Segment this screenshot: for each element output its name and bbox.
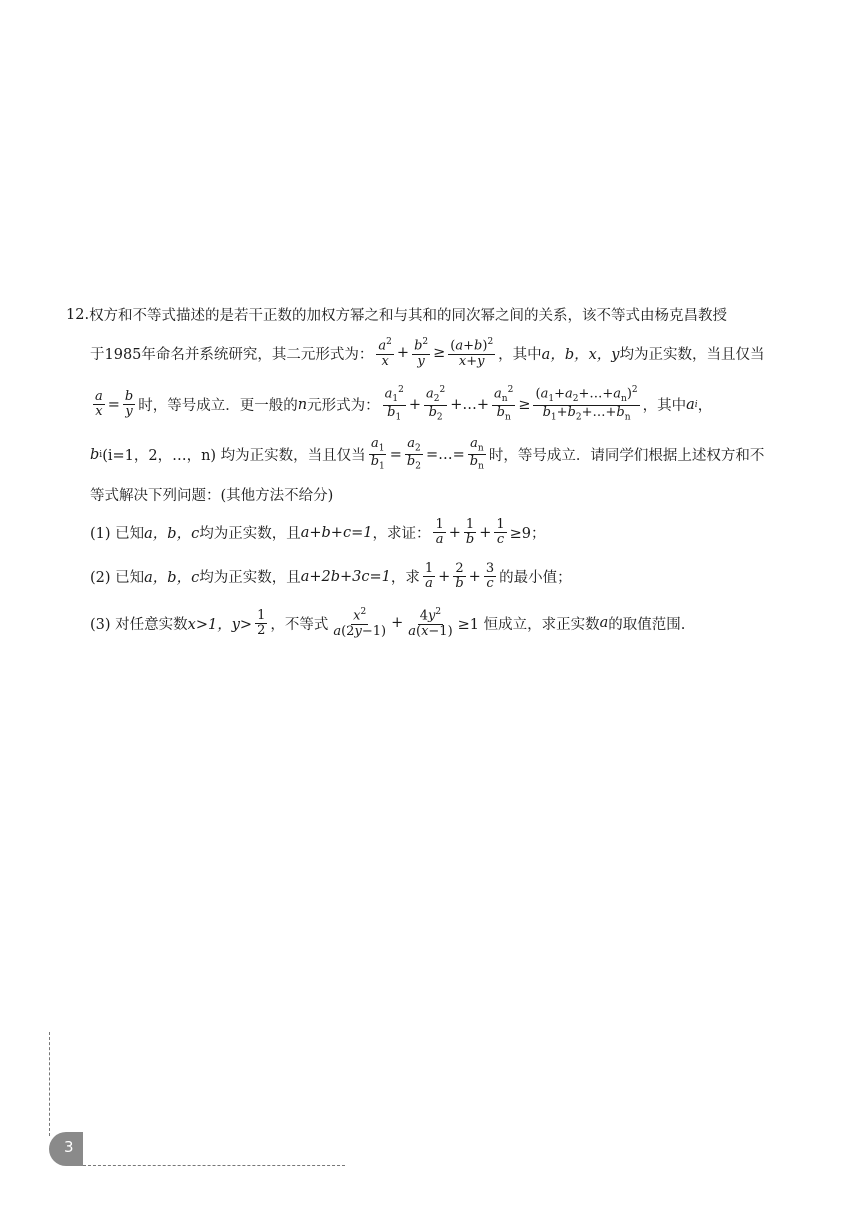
problem-line-5: 等式解决下列问题：(其他方法不给分)	[90, 488, 334, 504]
fraction-a-over-x: $\frac{a}{x}$	[95, 388, 103, 420]
question-1: (1) 已知 a，b，c 均为正实数，且 a+b+c=1 ，求证： $\frac{1}{a}$ + $\frac{1}{b}$ + $\frac{1}{c}$ ≥9；	[90, 517, 546, 548]
margin-dashed-line	[49, 1032, 50, 1136]
fraction-a1-b1: $\frac{a_1}{b_1}$	[370, 436, 385, 473]
fraction-an-bn: $\frac{a_n}{b_n}$	[469, 436, 484, 473]
fraction-a2-b2: $\frac{a_2}{b_2}$	[406, 436, 421, 473]
fraction-sum-squared: $\frac{(a+b)^2}{x+y}$	[450, 337, 494, 369]
footer-dashed-line	[83, 1165, 345, 1166]
problem-line-2: 于1985年命名并系统研究，其二元形式为： $\frac{a^2}{x}$ + $\frac{b^2}{y}$ ≥ $\frac{(a+b)^2}{x+y}$ ，其中 a，b，x，y 均为正实数，当且仅当	[90, 337, 765, 369]
text-intro-binary: 于1985年命名并系统研究，其二元形式为：	[90, 346, 374, 363]
fraction-a2-over-x: $\frac{a^2}{x}$	[378, 337, 392, 369]
fraction-a2sq-b2: $\frac{a_2^2}{b_2}$	[425, 385, 446, 423]
fraction-general-sum: $\frac{(a_1+a_2+\dots+a_n)^2}{b_1+b_2+\dots+b_n}$	[535, 385, 638, 423]
question-3: (3) 对任意实数 x>1，y> $\frac{1}{2}$ ，不等式 $\frac{x^2}{a(2y-1)}$ + $\frac{4y^2}{a(x-1)}$ ≥1 恒成立，求正实数 a 的取值范围.	[90, 607, 686, 639]
fraction-b-over-y: $\frac{b}{y}$	[124, 388, 134, 420]
fraction-ansq-bn: $\frac{a_n^2}{b_n}$	[494, 385, 514, 423]
problem-line-3: $\frac{a}{x}$ = $\frac{b}{y}$ 时，等号成立．更一般的 n 元形式为： $\frac{a_1^2}{b_1}$ + $\frac{a_2^2}{b_2}$ +…+ $\frac{a_n^2}{b_n}$ ≥ $\frac{(a_1+a_2+\dots+a_n)^2}{b_1+b_2+\dots+b_n}$ ，其中 a i ，	[95, 385, 713, 423]
question-2: (2) 已知 a，b，c 均为正实数，且 a+2b+3c=1 ，求 $\frac{1}{a}$ + $\frac{2}{b}$ + $\frac{3}{c}$ 的最小值；	[90, 561, 572, 592]
fraction-a1sq-b1: $\frac{a_1^2}{b_1}$	[384, 385, 404, 423]
problem-line-1	[66, 304, 727, 325]
problem-text-1: 权方和不等式描述的是若干正数的加权方幂之和与其和的同次幂之间的关系，该不等式由杨克昌教授	[89, 308, 728, 324]
fraction-b2-over-y: $\frac{b^2}{y}$	[414, 337, 429, 369]
problem-line-4: b i (i=1，2，…，n) 均为正实数，当且仅当 $\frac{a_1}{b_1}$ = $\frac{a_2}{b_2}$ =…= $\frac{a_n}{b_n}$ 时，等号成立．请同学们根据上述权方和不	[90, 436, 765, 473]
problem-number: 12.	[66, 306, 90, 323]
page-number: 3	[64, 1138, 74, 1156]
